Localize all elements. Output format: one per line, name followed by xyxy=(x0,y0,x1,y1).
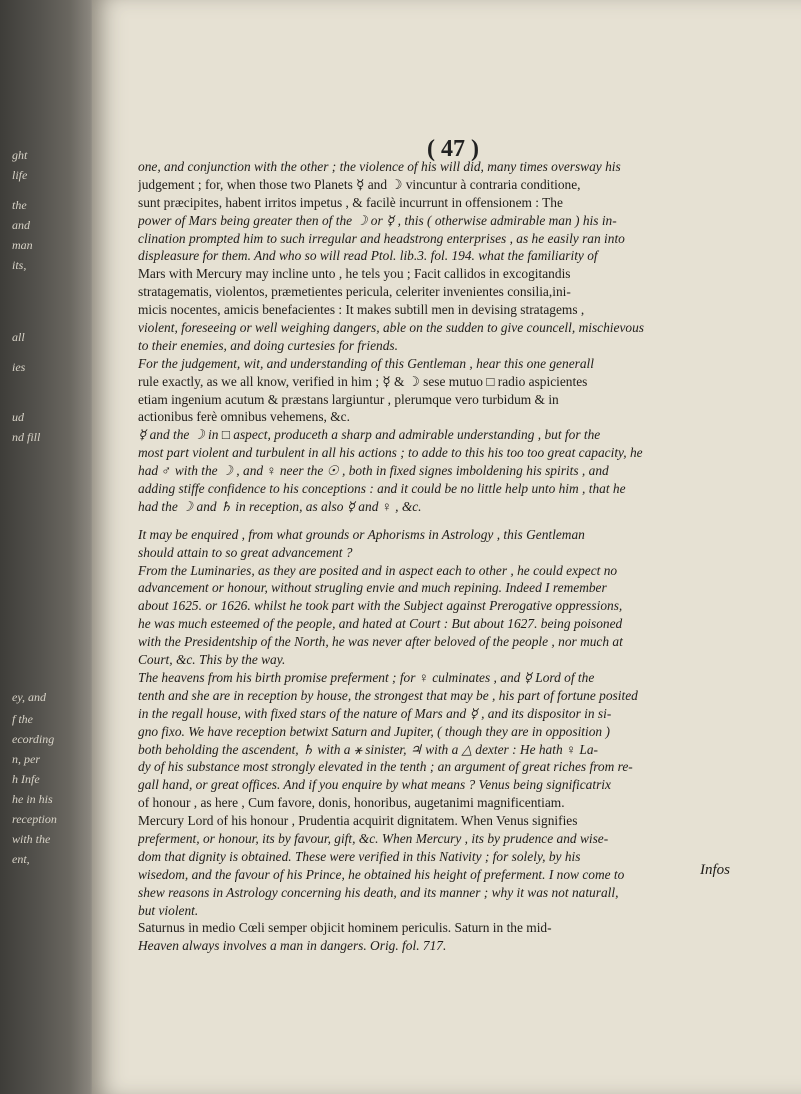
margin-fragment: f the xyxy=(12,712,33,726)
text-line: gall hand, or great offices. And if you enquire by what means ? Venus being significatrix xyxy=(138,777,611,793)
text-line: to their enemies, and doing curtesies for friends. xyxy=(138,337,398,353)
text-line: most part violent and turbulent in all his actions ; to adde to this his too too great capacity, he xyxy=(138,445,643,461)
margin-fragment: man xyxy=(12,238,33,252)
margin-fragment: reception xyxy=(12,812,57,826)
text-line: It may be enquired , from what grounds or Aphorisms in Astrology , this Gentleman xyxy=(138,526,585,542)
margin-fragment: ght xyxy=(12,148,28,162)
text-line: For the judgement, wit, and understanding of this Gentleman , hear this one generall xyxy=(138,355,594,371)
margin-fragment: with the xyxy=(12,832,51,846)
text-line: wisedom, and the favour of his Prince, he obtained his height of preferment. I now come to xyxy=(138,866,625,882)
text-line: of honour , as here , Cum favore, donis, honoribus, augetanimi magnificentiam. xyxy=(138,795,565,811)
text-line: clination prompted him to such irregular and headstrong enterprises , as he easily ran into xyxy=(138,230,625,246)
margin-fragment: all xyxy=(12,330,25,344)
margin-fragment: ies xyxy=(12,360,26,374)
text-line: advancement or honour, without strugling envie and much repining. Indeed I remember xyxy=(138,580,607,596)
text-line: gno fixo. We have reception betwixt Saturn and Jupiter, ( though they are in opposition ) xyxy=(138,723,610,739)
margin-fragment: he in his xyxy=(12,792,53,806)
margin-fragment: ent, xyxy=(12,852,30,866)
text-line: displeasure for them. And who so will read Ptol. lib.3. fol. 194. what the familiarity of xyxy=(138,248,598,264)
margin-fragment: n, per xyxy=(12,752,40,766)
margin-fragment: ud xyxy=(12,410,24,424)
text-line: should attain to so great advancement ? xyxy=(138,544,353,560)
text-line: tenth and she are in reception by house, the strongest that may be , his part of fortune posited xyxy=(138,687,638,703)
text-line: both beholding the ascendent, ♄ with a ⚹ sinister, ♃ with a △ dexter : He hath ♀ La- xyxy=(138,741,599,757)
text-line: micis nocentes, amicis benefacientes : It makes subtill men in devising stratagems , xyxy=(138,302,585,318)
text-line: with the Presidentship of the North, he was never after beloved of the people , nor much at xyxy=(138,634,623,650)
text-line: dy of his substance most strongly elevated in the tenth ; an argument of great riches from re- xyxy=(138,759,633,775)
text-line: etiam ingenium acutum & præstans largiuntur , plerumque vero turbidum & in xyxy=(138,391,559,407)
text-line: had ♂ with the ☽ , and ♀ neer the ☉ , both in fixed signes imboldening his spirits , and xyxy=(138,463,609,479)
body-text xyxy=(138,158,758,955)
text-line: but violent. xyxy=(138,902,199,918)
text-line: preferment, or honour, its by favour, gift, &c. When Mercury , its by prudence and wise- xyxy=(138,830,609,846)
margin-fragment: and xyxy=(12,218,30,232)
text-line: stratagematis, violentos, præmetientes pericula, celeriter invenientes consilia,ini- xyxy=(138,284,571,300)
text-line: Heaven always involves a man in dangers. Orig. fol. 717. xyxy=(138,938,447,954)
text-line: Mercury Lord of his honour , Prudentia acquirit dignitatem. When Venus signifies xyxy=(138,813,578,829)
margin-fragment: nd fill xyxy=(12,430,41,444)
text-line: in the regall house, with fixed stars of the nature of Mars and ☿ , and its dispositor in si- xyxy=(138,705,612,721)
text-line: actionibus ferè omnibus vehemens, &c. xyxy=(138,409,350,425)
previous-page-edge xyxy=(0,0,70,1094)
page-number: ( 47 ) xyxy=(427,136,479,162)
text-line: one, and conjunction with the other ; the violence of his will did, many times oversway his xyxy=(138,159,621,174)
margin-fragment: the xyxy=(12,198,27,212)
catchword: Infos xyxy=(700,862,730,878)
text-line: From the Luminaries, as they are posited and in aspect each to other , he could expect no xyxy=(138,562,618,578)
margin-fragment: its, xyxy=(12,258,27,272)
book-page xyxy=(92,0,801,1094)
text-line: shew reasons in Astrology concerning his death, and its manner ; why it was not naturall, xyxy=(138,884,619,900)
margin-fragment: h Infe xyxy=(12,772,40,786)
text-line: Saturnus in medio Cœli semper objicit hominem periculis. Saturn in the mid- xyxy=(138,920,552,936)
text-line: had the ☽ and ♄ in reception, as also ☿ and ♀ , &c. xyxy=(138,498,422,514)
margin-fragment: ecording xyxy=(12,732,55,746)
text-line: judgement ; for, when those two Planets ☿ and ☽ vincuntur à contraria conditione, xyxy=(138,176,581,192)
text-line: ☿ and the ☽ in □ aspect, produceth a sharp and admirable understanding , but for the xyxy=(138,427,601,443)
text-line: dom that dignity is obtained. These were verified in this Nativity ; for solely, by his xyxy=(138,848,581,864)
text-line: sunt præcipites, habent irritos impetus , & facilè incurrunt in offensionem : The xyxy=(138,194,563,210)
margin-fragment: ey, and xyxy=(12,690,46,704)
text-line: power of Mars being greater then of the ☽ or ☿ , this ( otherwise admirable man ) his in- xyxy=(138,212,617,228)
text-line: adding stiffe confidence to his conceptions : and it could be no little help unto him , that he xyxy=(138,481,626,497)
text-line: he was much esteemed of the people, and hated at Court : But about 1627. being poisoned xyxy=(138,616,623,632)
text-line: Mars with Mercury may incline unto , he tels you ; Facit callidos in excogitandis xyxy=(138,266,571,282)
text-line: Court, &c. This by the way. xyxy=(138,652,286,668)
margin-fragment: life xyxy=(12,168,28,182)
text-line: rule exactly, as we all know, verified in him ; ☿ & ☽ sese mutuo □ radio aspicientes xyxy=(138,373,588,389)
text-line: about 1625. or 1626. whilst he took part with the Subject against Prerogative oppressions, xyxy=(138,598,623,614)
text-line: violent, foreseeing or well weighing dangers, able on the sudden to give councell, mischievous xyxy=(138,320,645,336)
text-line: The heavens from his birth promise preferment ; for ♀ culminates , and ☿ Lord of the xyxy=(138,669,595,685)
